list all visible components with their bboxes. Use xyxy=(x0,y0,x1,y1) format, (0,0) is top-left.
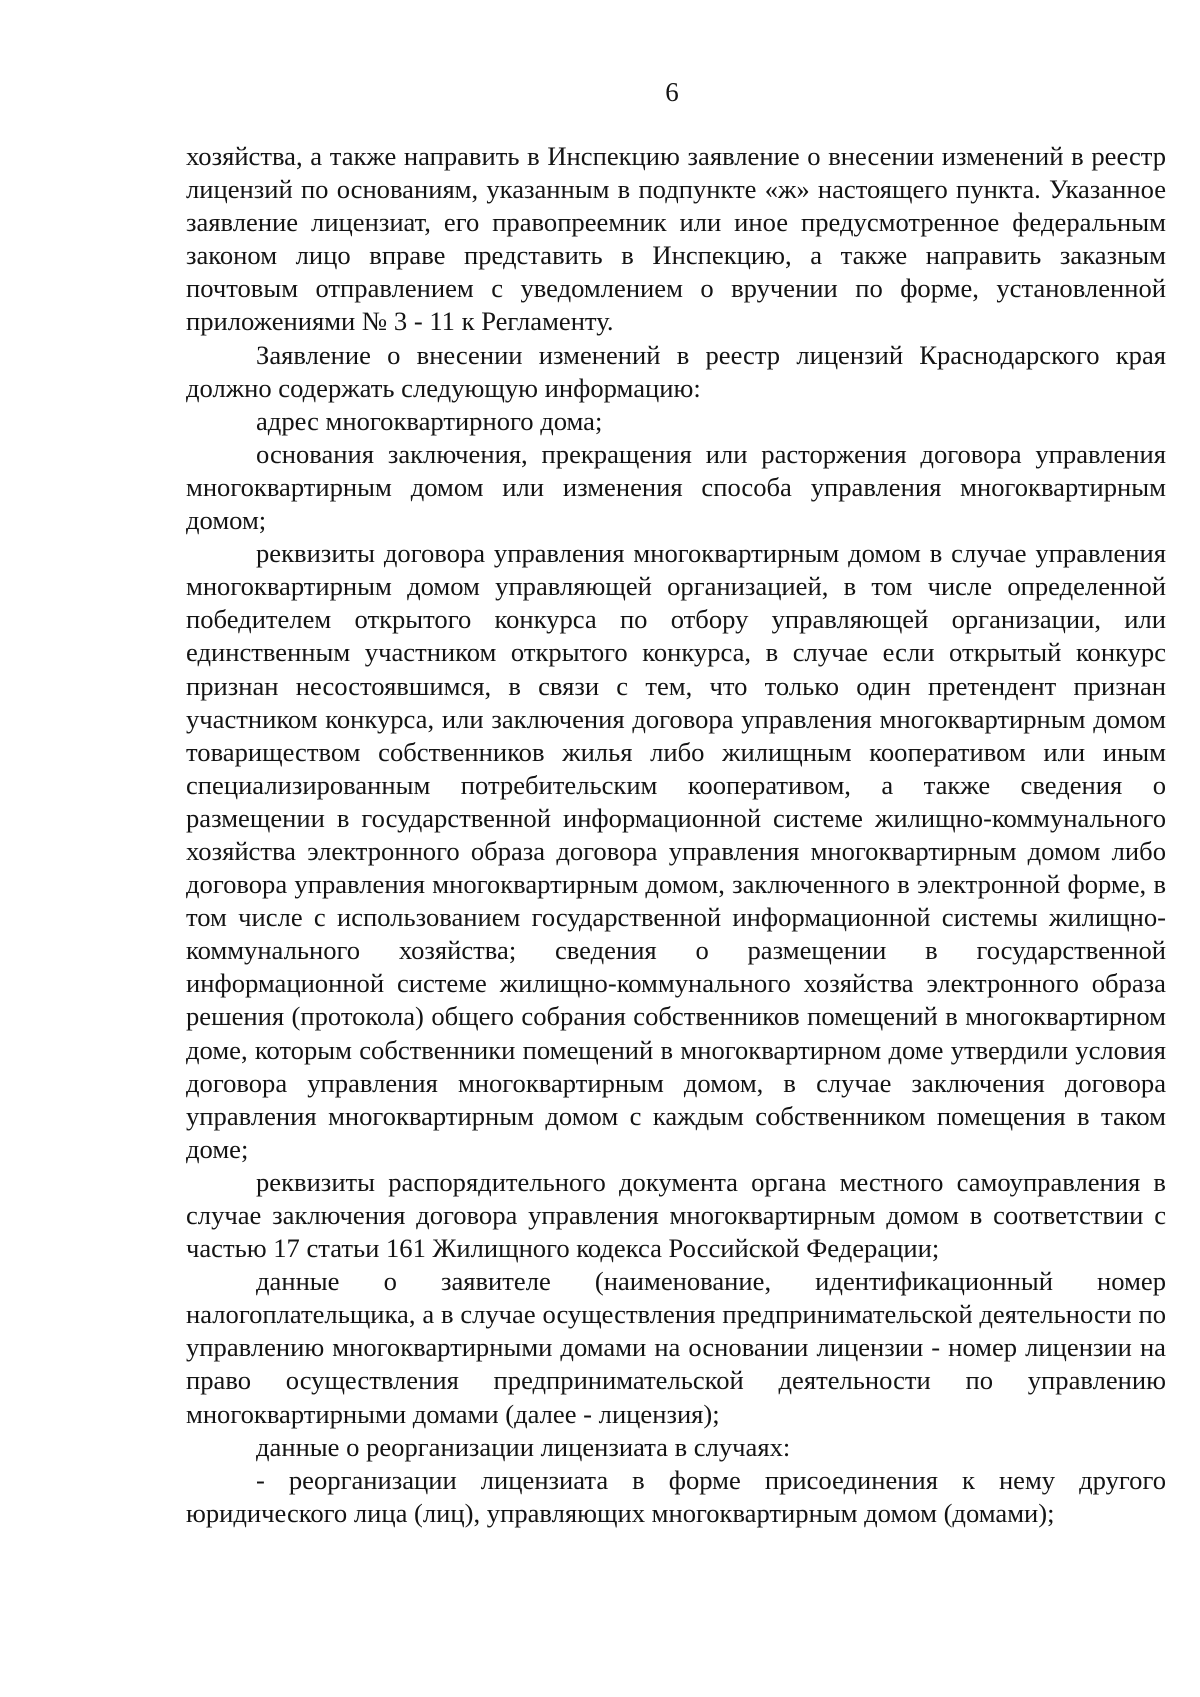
page-number: 6 xyxy=(665,77,679,107)
paragraph-building-address: адрес многоквартирного дома; xyxy=(256,405,603,436)
paragraph-local-government-document: реквизиты распорядительного документа органа местного самоуправления в случае заключения договора управления многоквартирным домом в соответствии с частью 17 статьи 161 Жилищного кодекса Российской Федерации; xyxy=(186,1166,1166,1264)
document-body xyxy=(186,140,1166,1530)
paragraph-reorganization-data: данные о реорганизации лицензиата в случаях: xyxy=(256,1431,791,1462)
paragraph-application-contents: Заявление о внесении изменений в реестр лицензий Краснодарского края должно содержать следующую информацию: xyxy=(186,339,1166,403)
paragraph-contract-grounds: основания заключения, прекращения или расторжения договора управления многоквартирным домом или изменения способа управления многоквартирным домом; xyxy=(186,438,1166,536)
paragraph-applicant-data: данные о заявителе (наименование, идентификационный номер налогоплательщика, а в случае осуществления предпринимательской деятельности по управлению многоквартирными домами на основании лицензии - номер лицензии на право осуществления предпринимательской деятельности по управлению многоквартирными домами (далее - лицензия); xyxy=(186,1266,1166,1429)
paragraph-continuation: хозяйства, а также направить в Инспекцию заявление о внесении изменений в реестр лицензий по основаниям, указанным в подпункте «ж» настоящего пункта. Указанное заявление лицензиат, его правопреемник или иное предусмотренное федеральным законом лицо вправе представить в Инспекцию, а также направить заказным почтовым отправлением с уведомлением о вручении по форме, установленной приложениями № 3 - 11 к Регламенту. xyxy=(186,141,1166,337)
paragraph-contract-details: реквизиты договора управления многоквартирным домом в случае управления многоквартирным домом управляющей организацией, в том числе определенной победителем открытого конкурса по отбору управляющей организации, или единственным участником открытого конкурса, в случае если открытый конкурс признан несостоявшимся, в связи с тем, что только один претендент признан участником конкурса, или заключения договора управления многоквартирным домом товариществом собственников жилья либо жилищным кооперативом или иным специализированным потребительским кооперативом, а также сведения о размещении в государственной информационной системе жилищно-коммунального хозяйства электронного образа договора управления многоквартирным домом либо договора управления многоквартирным домом, заключенного в электронной форме, в том числе с использованием государственной информационной системы жилищно-коммунального хозяйства; сведения о размещении в государственной информационной системе жилищно-коммунального хозяйства электронного образа решения (протокола) общего собрания собственников помещений в многоквартирном доме, которым собственники помещений в многоквартирном доме утвердили условия договора управления многоквартирным домом, в случае заключения договора управления многоквартирным домом с каждым собственником помещения в таком доме; xyxy=(186,538,1166,1164)
paragraph-reorganization-merger: - реорганизации лицензиата в форме присоединения к нему другого юридического лица (лиц), управляющих многоквартирным домом (домами); xyxy=(186,1464,1166,1528)
